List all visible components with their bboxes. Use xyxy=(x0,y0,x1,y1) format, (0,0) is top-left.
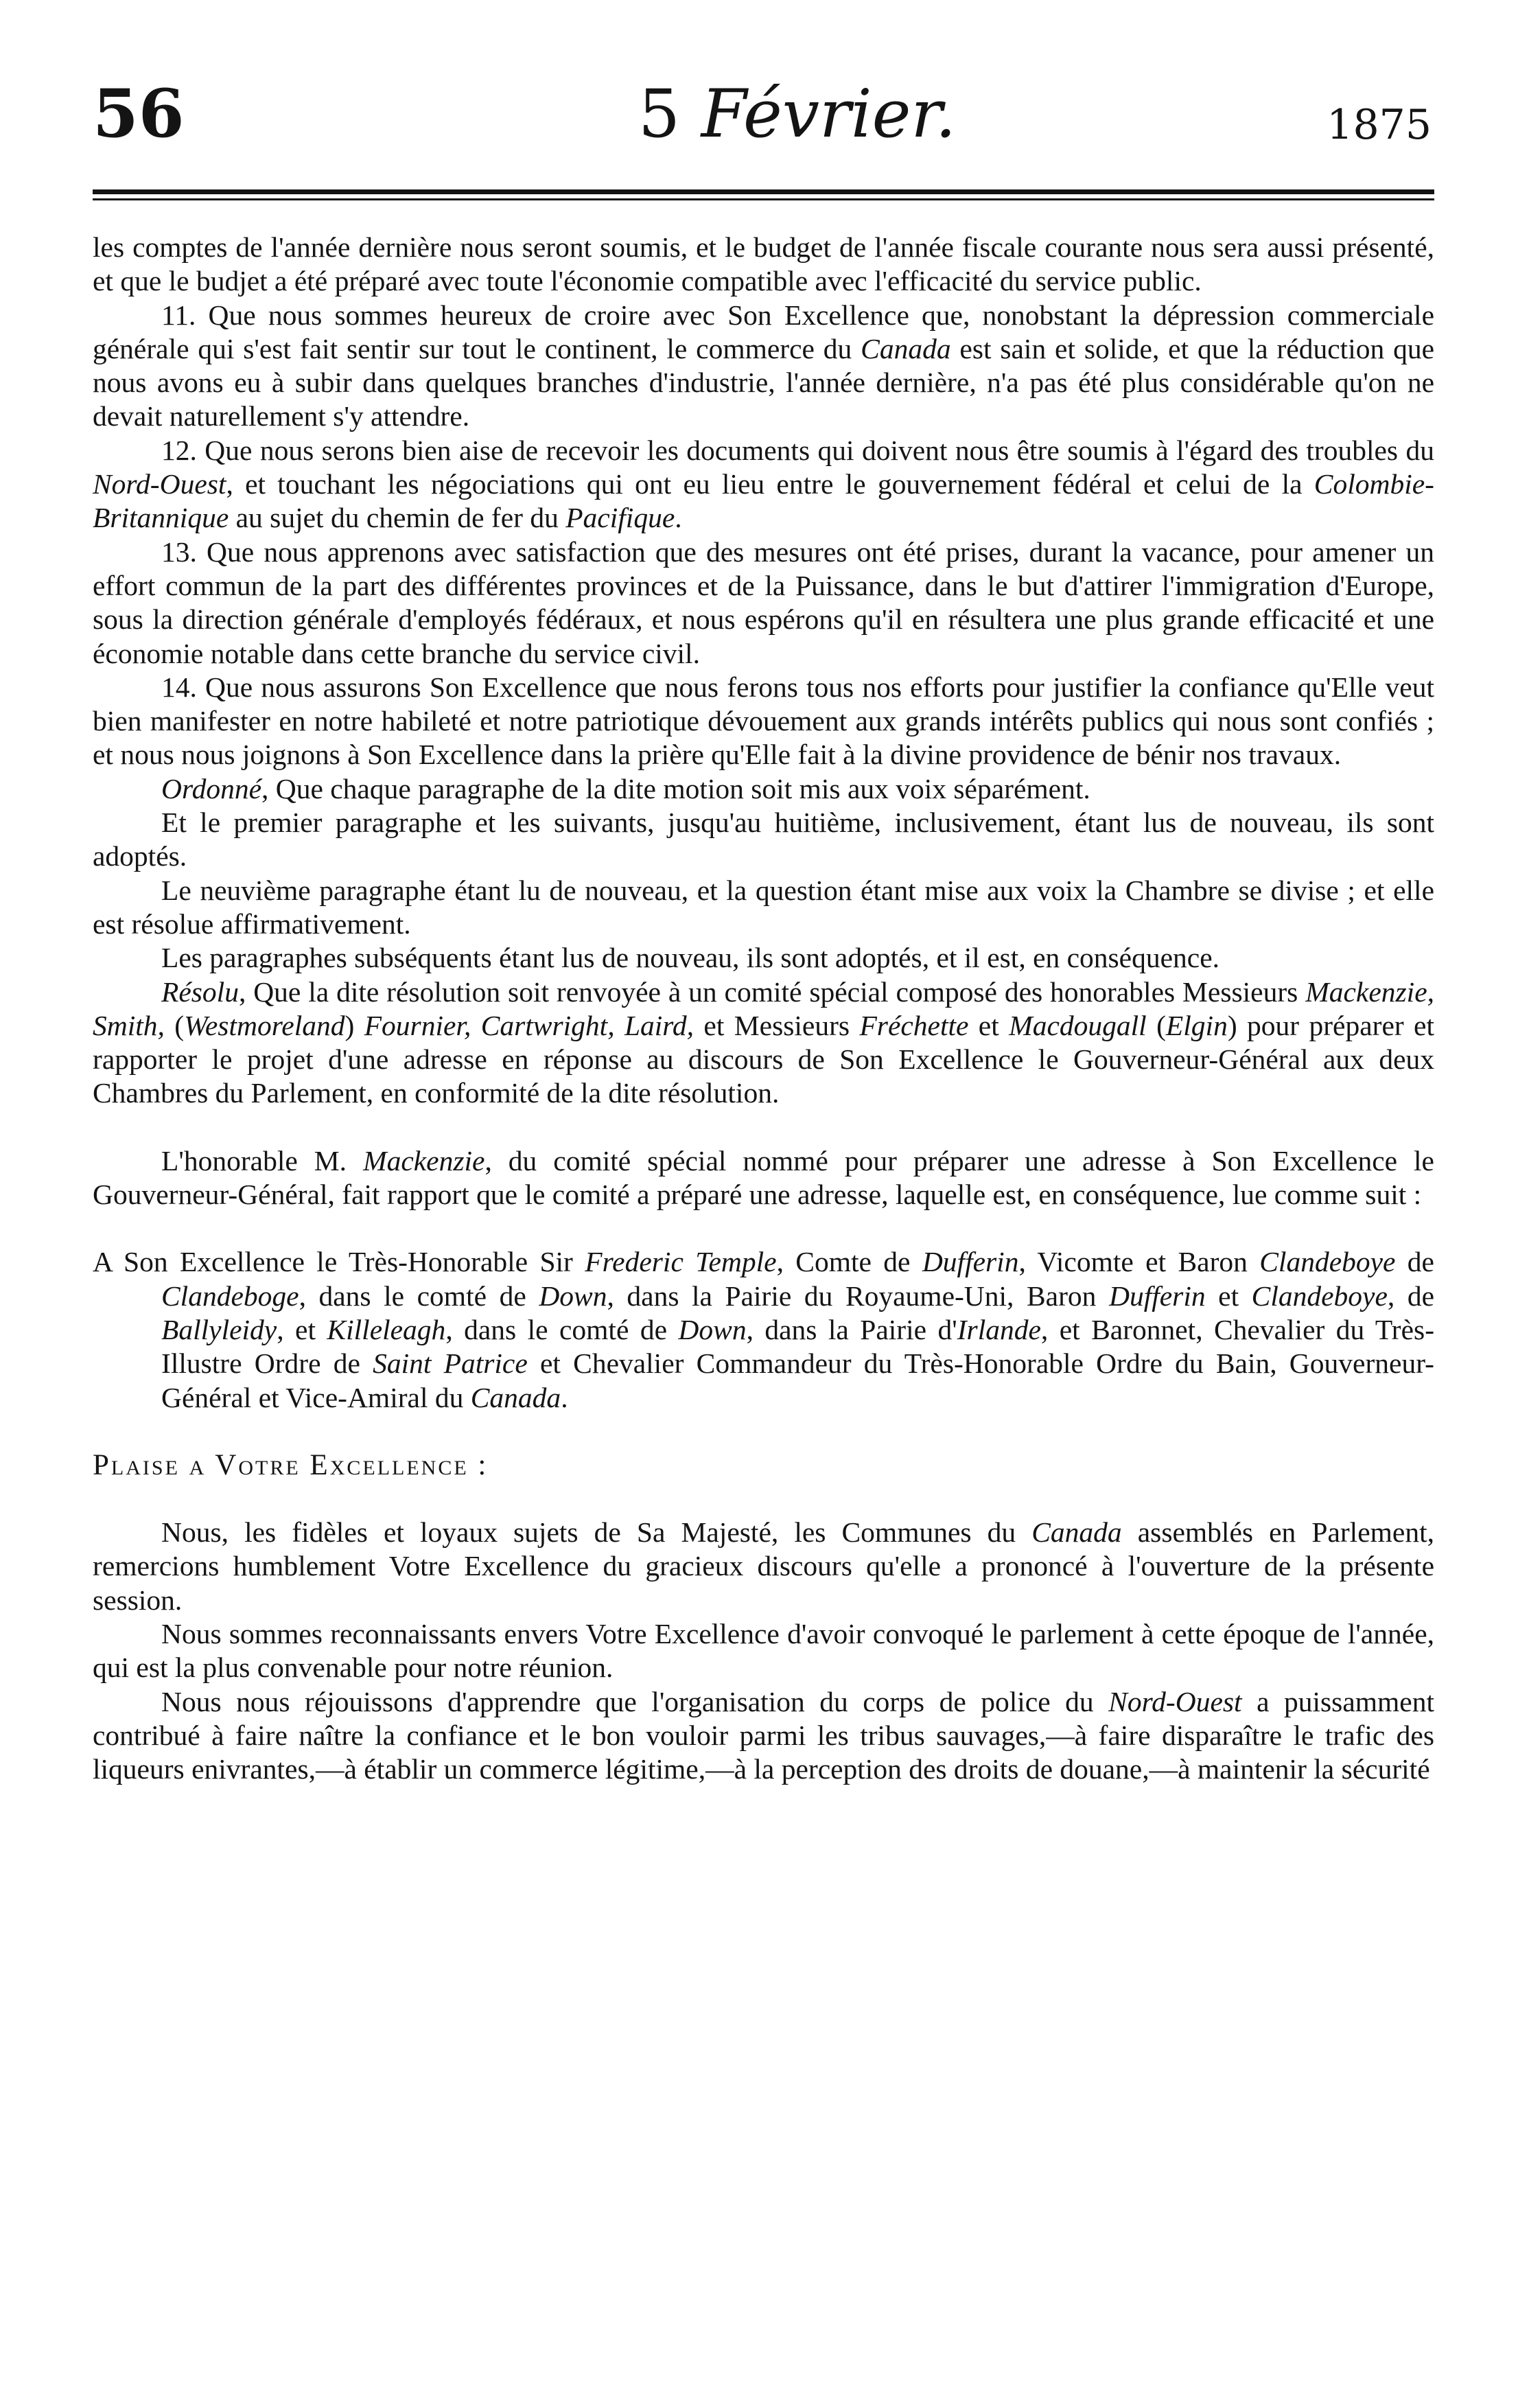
paragraph-fideles: Nous, les fidèles et loyaux sujets de Sa Majesté, les Communes du Canada assemblés en Parlement, remercions humblement Votre Excellence du gracieux discours qu'elle a prononcé à l'ouverture de la présente session. xyxy=(93,1516,1434,1616)
paragraph-subsequents: Les paragraphes subséquents étant lus de nouveau, ils sont adoptés, et il est, en conséquence. xyxy=(161,942,1219,974)
date-month: Février. xyxy=(701,76,957,152)
running-header-date xyxy=(638,76,957,152)
paragraph-continued: les comptes de l'année dernière nous seront soumis, et le budget de l'année fiscale courante nous sera aussi présenté, et que le budjet a été préparé avec toute l'économie compatible avec l'efficacité du service public. xyxy=(93,231,1434,297)
date-day: 5 xyxy=(638,76,681,152)
paragraph-premier: Et le premier paragraphe et les suivants, jusqu'au huitième, inclusivement, étant lus de nouveau, ils sont adoptés. xyxy=(93,807,1434,872)
header-year: 1875 xyxy=(1327,101,1432,149)
paragraph-11: 11. Que nous sommes heureux de croire avec Son Excellence que, nonobstant la dépression commerciale générale qui s'est fait sentir sur tout le continent, le commerce du Canada est sain et solide, et que la réduction que nous avons eu à subir dans quelques branches d'industrie, l'année dernière, n'a pas été plus considérable qu'on ne devait naturellement s'y attendre. xyxy=(93,299,1434,432)
paragraph-neuvieme: Le neuvième paragraphe étant lu de nouveau, et la question étant mise aux voix la Chambre se divise ; et elle est résolue affirmativement. xyxy=(93,874,1434,940)
header-rule-thick xyxy=(93,189,1434,194)
page-body xyxy=(93,231,1434,1786)
address-heading: A Son Excellence le Très-Honorable Sir Frederic Temple, Comte de Dufferin, Vicomte et Baron Clandeboye de Clandeboge, dans le comté de Down, dans la Pairie du Royaume-Uni, Baron Dufferin et Clandeboye, de Ballyleidy, et Killeleagh, dans le comté de Down, dans la Pairie d'Irlande, et Baronnet, Chevalier du Très-Illustre Ordre de Saint Patrice et Chevalier Commandeur du Très-Honorable Ordre du Bain, Gouverneur-Général et Vice-Amiral du Canada. xyxy=(93,1246,1435,1413)
paragraph-rejouissons: Nous nous réjouissons d'apprendre que l'organisation du corps de police du Nord-Ouest a puissamment contribué à faire naître la confiance et le bon vouloir parmi les tribus sauvages,—à faire disparaître le trafic des liqueurs enivrantes,—à établir un commerce légitime,—à la perception des droits de douane,—à maintenir la sécurité xyxy=(93,1685,1434,1785)
salutation: Plaise a Votre Excellence : xyxy=(93,1448,489,1481)
paragraph-resolu: Résolu, Que la dite résolution soit renvoyée à un comité spécial composé des honorables Messieurs Mackenzie, Smith, (Westmoreland) Fournier, Cartwright, Laird, et Messieurs Fréchette et Macdougall (Elgin) pour préparer et rapporter le projet d'une adresse en réponse au discours de Son Excellence le Gouverneur-Général aux deux Chambres du Parlement, en conformité de la dite résolution. xyxy=(93,975,1435,1109)
header-rule-thin xyxy=(93,198,1434,200)
page-number: 56 xyxy=(93,75,185,152)
paragraph-reconnaissants: Nous sommes reconnaissants envers Votre Excellence d'avoir convoqué le parlement à cette époque de l'année, qui est la plus convenable pour notre réunion. xyxy=(93,1617,1434,1684)
paragraph-13: 13. Que nous apprenons avec satisfaction que des mesures ont été prises, durant la vacance, pour amener un effort commun de la part des différentes provinces et de la Puissance, dans le but d'attirer l'immigration d'Europe, sous la direction générale d'employés fédéraux, et nous espérons qu'il en résultera une plus grande efficacité et une économie notable dans cette branche du service civil. xyxy=(93,535,1434,669)
paragraph-14: 14. Que nous assurons Son Excellence que nous ferons tous nos efforts pour justifier la confiance qu'Elle veut bien manifester en notre habileté et notre patriotique dévouement aux grands intérêts publics qui nous sont confiés ; et nous nous joignons à Son Excellence dans la prière qu'Elle fait à la divine providence de bénir nos travaux. xyxy=(93,671,1434,771)
paragraph-rapport: L'honorable M. Mackenzie, du comité spécial nommé pour préparer une adresse à Son Excellence le Gouverneur-Général, fait rapport que le comité a préparé une adresse, laquelle est, en conséquence, lue comme suit : xyxy=(93,1144,1434,1211)
paragraph-12: 12. Que nous serons bien aise de recevoir les documents qui doivent nous être soumis à l'égard des troubles du Nord-Ouest, et touchant les négociations qui ont eu lieu entre le gouvernement fédéral et celui de la Colombie-Britannique au sujet du chemin de fer du Pacifique. xyxy=(93,434,1434,534)
paragraph-ordonne: Ordonné, Que chaque paragraphe de la dite motion soit mis aux voix séparément. xyxy=(161,772,1090,804)
